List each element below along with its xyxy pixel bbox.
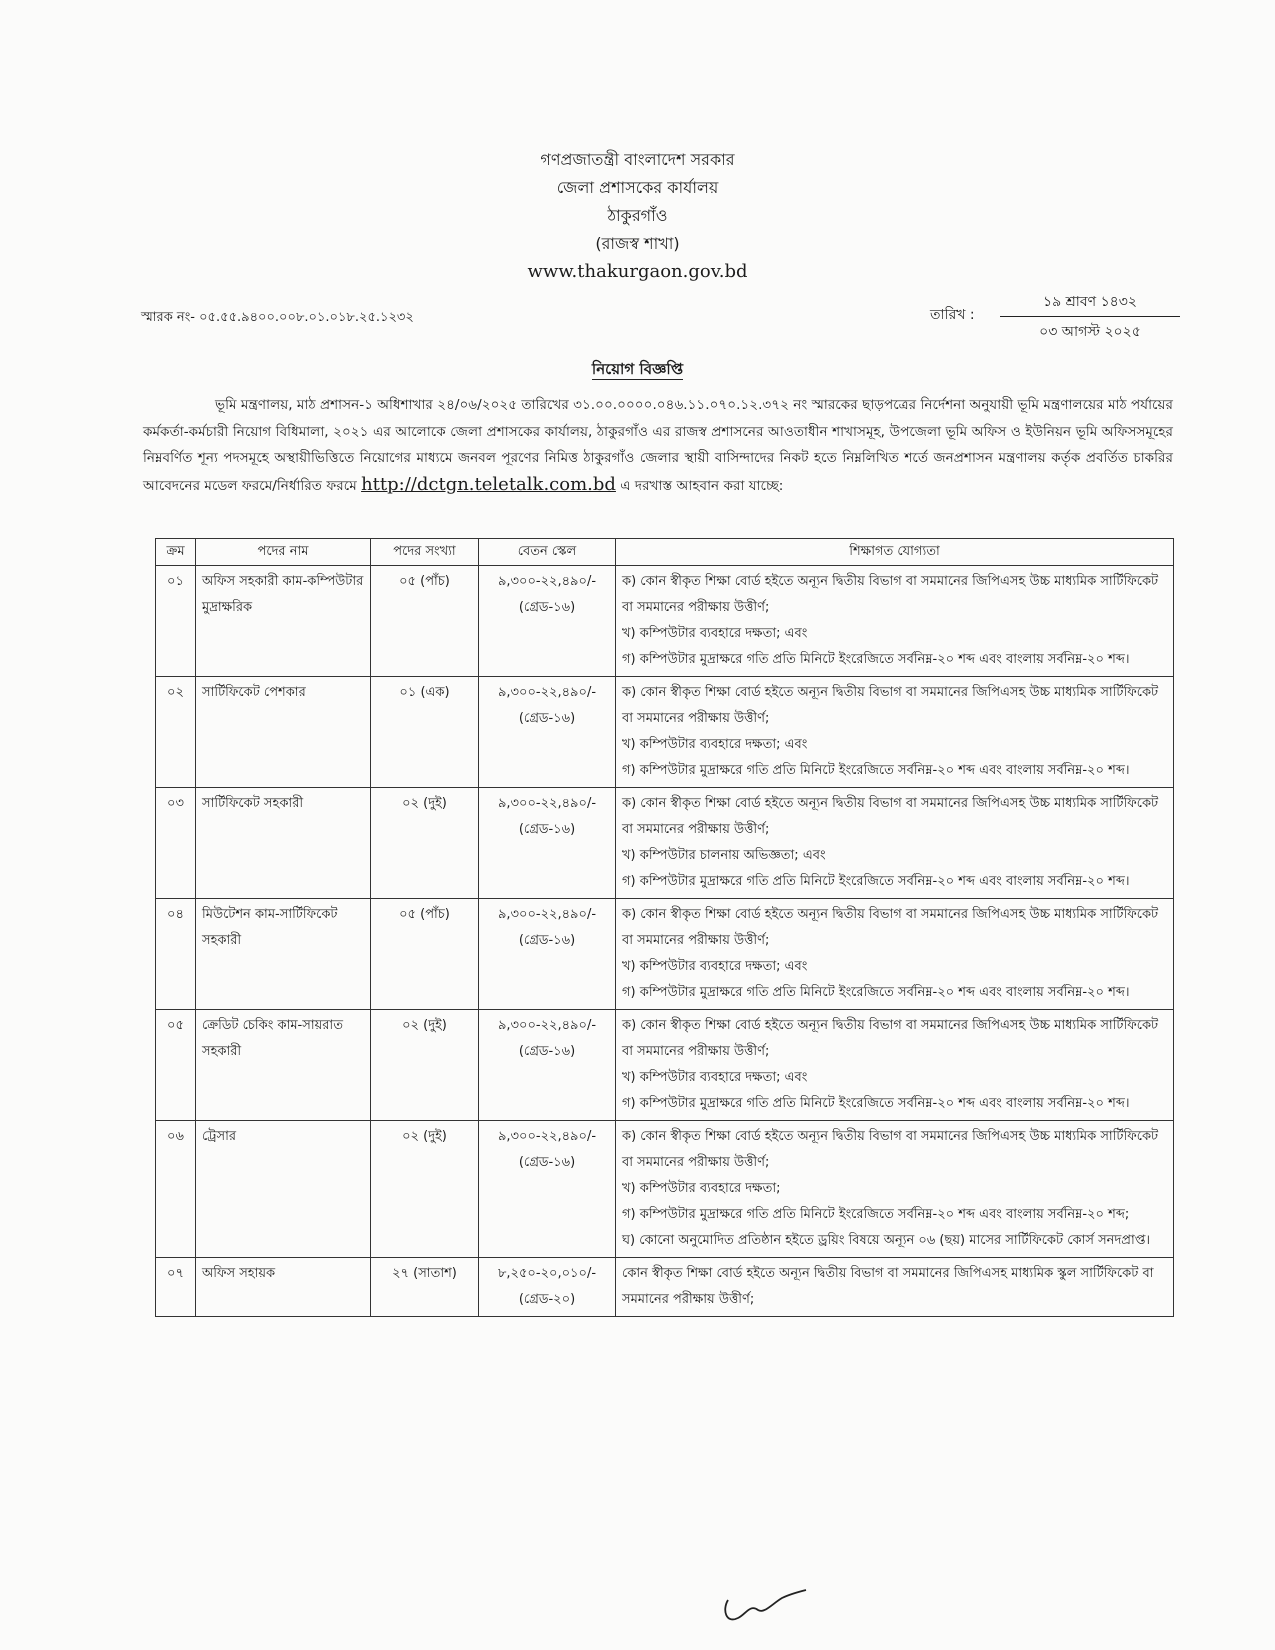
pay-scale-value: ৯,৩০০-২২,৪৯০/- — [497, 685, 597, 700]
row-post-count: ২৭ (সাতাশ) — [371, 1258, 479, 1317]
row-qualification — [616, 566, 1174, 677]
qualification-item: ঘ) কোনো অনুমোদিত প্রতিষ্ঠান হইতে ড্রয়িং বিষয়ে অন্যূন ০৬ (ছয়) মাসের সার্টিফিকেট কোর্স সনদপ্রাপ্ত। — [622, 1233, 1151, 1248]
pay-grade: (গ্রেড-১৬) — [518, 1155, 576, 1170]
pay-scale-value: ৮,২৫০-২০,০১০/- — [497, 1266, 597, 1281]
qualification-item: খ) কম্পিউটার ব্যবহারে দক্ষতা; এবং — [622, 959, 808, 974]
qualification-item: খ) কম্পিউটার ব্যবহারে দক্ষতা; — [622, 1181, 781, 1196]
row-serial: ০১ — [156, 566, 196, 677]
row-pay-scale — [479, 1121, 616, 1258]
qualification-item: খ) কম্পিউটার ব্যবহারে দক্ষতা; এবং — [622, 626, 808, 641]
qualification-item: ক) কোন স্বীকৃত শিক্ষা বোর্ড হইতে অন্যূন দ্বিতীয় বিভাগ বা সমমানের জিপিএসহ উচ্চ মাধ্যমিক সার্টিফিকেট বা সমমানের পরীক্ষায় উত্তীর্ণ; — [622, 574, 1159, 615]
pay-scale-value: ৯,৩০০-২২,৪৯০/- — [497, 1129, 597, 1144]
row-post-count: ০৫ (পাঁচ) — [371, 899, 479, 1010]
letterhead — [0, 146, 1275, 286]
date-bangla: ১৯ শ্রাবণ ১৪৩২ — [1000, 290, 1180, 317]
row-post-name: মিউটেশন কাম-সার্টিফিকেট সহকারী — [196, 899, 371, 1010]
table-row — [156, 677, 1174, 788]
intro-paragraph — [143, 392, 1173, 499]
qualification-item: গ) কম্পিউটার মুদ্রাক্ষরে গতি প্রতি মিনিটে ইংরেজিতে সর্বনিম্ন-২০ শব্দ এবং বাংলায় সর্বনিম্ন-২০ শব্দ; — [622, 1207, 1130, 1222]
date-english: ০৩ আগস্ট ২০২৫ — [1039, 324, 1141, 340]
row-serial: ০৭ — [156, 1258, 196, 1317]
qualification-item: ক) কোন স্বীকৃত শিক্ষা বোর্ড হইতে অন্যূন দ্বিতীয় বিভাগ বা সমমানের জিপিএসহ উচ্চ মাধ্যমিক সার্টিফিকেট বা সমমানের পরীক্ষায় উত্তীর্ণ; — [622, 796, 1159, 837]
qualification-item: গ) কম্পিউটার মুদ্রাক্ষরে গতি প্রতি মিনিটে ইংরেজিতে সর্বনিম্ন-২০ শব্দ এবং বাংলায় সর্বনিম্ন-২০ শব্দ। — [622, 1096, 1130, 1111]
row-post-name: সার্টিফিকেট সহকারী — [196, 788, 371, 899]
date-label: তারিখ : — [930, 307, 975, 323]
row-serial: ০৫ — [156, 1010, 196, 1121]
qualification-item: গ) কম্পিউটার মুদ্রাক্ষরে গতি প্রতি মিনিটে ইংরেজিতে সর্বনিম্ন-২০ শব্দ এবং বাংলায় সর্বনিম্ন-২০ শব্দ। — [622, 763, 1130, 778]
pay-grade: (গ্রেড-১৬) — [518, 1044, 576, 1059]
header-scale: বেতন স্কেল — [479, 539, 616, 566]
pay-scale-value: ৯,৩০০-২২,৪৯০/- — [497, 907, 597, 922]
qualification-item: ক) কোন স্বীকৃত শিক্ষা বোর্ড হইতে অন্যূন দ্বিতীয় বিভাগ বা সমমানের জিপিএসহ উচ্চ মাধ্যমিক সার্টিফিকেট বা সমমানের পরীক্ষায় উত্তীর্ণ; — [622, 907, 1159, 948]
intro-text: ভূমি মন্ত্রণালয়, মাঠ প্রশাসন-১ অধিশাখার ২৪/০৬/২০২৫ তারিখের ৩১.০০.০০০০.০৪৬.১১.০৭০.১২.৩৭২ নং স্মারকের ছাড়পত্রের নির্দেশনা অনুযায়ী ভূমি মন্ত্রণালয়ের মাঠ পর্যায়ের কর্মকর্তা-কর্মচারী নিয়োগ বিধিমালা, ২০২১ এর আলোকে জেলা প্রশাসকের কার্যালয়, ঠাকুরগাঁও এর রাজস্ব প্রশাসনের আওতাধীন শাখাসমূহ, উপজেলা ভূমি অফিস ও ইউনিয়ন ভূমি অফিসসমূহের নিম্নবর্ণিত শূন্য পদসমূহে অস্থায়ীভিত্তিতে নিয়োগের মাধ্যমে জনবল পূরণের নিমিত্ত ঠাকুরগাঁও জেলার স্থায়ী বাসিন্দাদের নিকট হতে নিম্নলিখিত শর্তে জনপ্রশাসন মন্ত্রণালয় কর্তৃক প্রবর্তিত চাকরির আবেদনের মডেল ফরমে/নির্ধারিত ফরমে — [143, 397, 1173, 494]
header-count: পদের সংখ্যা — [371, 539, 479, 566]
table-row — [156, 566, 1174, 677]
row-pay-scale — [479, 788, 616, 899]
signature — [720, 1580, 810, 1630]
pay-grade: (গ্রেড-১৬) — [518, 933, 576, 948]
memo-number: স্মারক নং- ০৫.৫৫.৯৪০০.০০৮.০১.০১৮.২৫.১২৩২ — [141, 310, 414, 325]
qualification-item: কোন স্বীকৃত শিক্ষা বোর্ড হইতে অন্যূন দ্বিতীয় বিভাগ বা সমমানের জিপিএসহ মাধ্যমিক স্কুল সার্টিফিকেট বা সমমানের পরীক্ষায় উত্তীর্ণ; — [622, 1266, 1154, 1307]
qualification-item: ক) কোন স্বীকৃত শিক্ষা বোর্ড হইতে অন্যূন দ্বিতীয় বিভাগ বা সমমানের জিপিএসহ উচ্চ মাধ্যমিক সার্টিফিকেট বা সমমানের পরীক্ষায় উত্তীর্ণ; — [622, 685, 1159, 726]
qualification-item: গ) কম্পিউটার মুদ্রাক্ষরে গতি প্রতি মিনিটে ইংরেজিতে সর্বনিম্ন-২০ শব্দ এবং বাংলায় সর্বনিম্ন-২০ শব্দ। — [622, 985, 1130, 1000]
row-post-name: ক্রেডিট চেকিং কাম-সায়রাত সহকারী — [196, 1010, 371, 1121]
row-post-count: ০১ (এক) — [371, 677, 479, 788]
application-link[interactable]: http://dctgn.teletalk.com.bd — [361, 473, 616, 495]
branch-name: (রাজস্ব শাখা) — [595, 234, 680, 253]
row-serial: ০৬ — [156, 1121, 196, 1258]
pay-grade: (গ্রেড-২০) — [518, 1292, 576, 1307]
pay-grade: (গ্রেড-১৬) — [518, 822, 576, 837]
row-serial: ০৩ — [156, 788, 196, 899]
qualification-item: খ) কম্পিউটার ব্যবহারে দক্ষতা; এবং — [622, 737, 808, 752]
table-row — [156, 788, 1174, 899]
row-qualification — [616, 1010, 1174, 1121]
pay-scale-value: ৯,৩০০-২২,৪৯০/- — [497, 1018, 597, 1033]
header-qualification: শিক্ষাগত যোগ্যতা — [616, 539, 1174, 566]
row-serial: ০২ — [156, 677, 196, 788]
table-row — [156, 1010, 1174, 1121]
pay-scale-value: ৯,৩০০-২২,৪৯০/- — [497, 574, 597, 589]
vacancy-table — [155, 538, 1174, 1317]
qualification-item: খ) কম্পিউটার ব্যবহারে দক্ষতা; এবং — [622, 1070, 808, 1085]
table-header-row — [156, 539, 1174, 566]
pay-scale-value: ৯,৩০০-২২,৪৯০/- — [497, 796, 597, 811]
government-name: গণপ্রজাতন্ত্রী বাংলাদেশ সরকার — [540, 150, 735, 169]
row-qualification — [616, 677, 1174, 788]
qualification-item: ক) কোন স্বীকৃত শিক্ষা বোর্ড হইতে অন্যূন দ্বিতীয় বিভাগ বা সমমানের জিপিএসহ উচ্চ মাধ্যমিক সার্টিফিকেট বা সমমানের পরীক্ষায় উত্তীর্ণ; — [622, 1129, 1159, 1170]
row-post-count: ০২ (দুই) — [371, 1010, 479, 1121]
header-post: পদের নাম — [196, 539, 371, 566]
row-pay-scale — [479, 1258, 616, 1317]
row-qualification — [616, 788, 1174, 899]
row-post-count: ০৫ (পাঁচ) — [371, 566, 479, 677]
qualification-item: খ) কম্পিউটার চালনায় অভিজ্ঞতা; এবং — [622, 848, 826, 863]
row-serial: ০৪ — [156, 899, 196, 1010]
row-post-count: ০২ (দুই) — [371, 788, 479, 899]
date-block — [1000, 290, 1180, 344]
row-pay-scale — [479, 1010, 616, 1121]
intro-suffix: এ দরখাস্ত আহবান করা যাচ্ছে: — [620, 477, 784, 494]
row-post-name: ট্রেসার — [196, 1121, 371, 1258]
district-name: ঠাকুরগাঁও — [607, 206, 668, 225]
row-pay-scale — [479, 899, 616, 1010]
pay-grade: (গ্রেড-১৬) — [518, 711, 576, 726]
qualification-item: ক) কোন স্বীকৃত শিক্ষা বোর্ড হইতে অন্যূন দ্বিতীয় বিভাগ বা সমমানের জিপিএসহ উচ্চ মাধ্যমিক সার্টিফিকেট বা সমমানের পরীক্ষায় উত্তীর্ণ; — [622, 1018, 1159, 1059]
header-serial: ক্রম — [156, 539, 196, 566]
qualification-item: গ) কম্পিউটার মুদ্রাক্ষরে গতি প্রতি মিনিটে ইংরেজিতে সর্বনিম্ন-২০ শব্দ এবং বাংলায় সর্বনিম্ন-২০ শব্দ। — [622, 874, 1130, 889]
table-row — [156, 1258, 1174, 1317]
notice-title — [0, 358, 1275, 383]
pay-grade: (গ্রেড-১৬) — [518, 600, 576, 615]
row-qualification — [616, 899, 1174, 1010]
row-post-name: অফিস সহায়ক — [196, 1258, 371, 1317]
row-qualification — [616, 1258, 1174, 1317]
row-post-count: ০২ (দুই) — [371, 1121, 479, 1258]
row-post-name: সার্টিফিকেট পেশকার — [196, 677, 371, 788]
qualification-item: গ) কম্পিউটার মুদ্রাক্ষরে গতি প্রতি মিনিটে ইংরেজিতে সর্বনিম্ন-২০ শব্দ এবং বাংলায় সর্বনিম্ন-২০ শব্দ। — [622, 652, 1130, 667]
row-qualification — [616, 1121, 1174, 1258]
office-name: জেলা প্রশাসকের কার্যালয় — [556, 178, 719, 197]
website: www.thakurgaon.gov.bd — [527, 261, 748, 282]
table-row — [156, 1121, 1174, 1258]
table-row — [156, 899, 1174, 1010]
row-post-name: অফিস সহকারী কাম-কম্পিউটার মুদ্রাক্ষরিক — [196, 566, 371, 677]
notice-title-text: নিয়োগ বিজ্ঞপ্তি — [591, 360, 684, 378]
row-pay-scale — [479, 566, 616, 677]
row-pay-scale — [479, 677, 616, 788]
